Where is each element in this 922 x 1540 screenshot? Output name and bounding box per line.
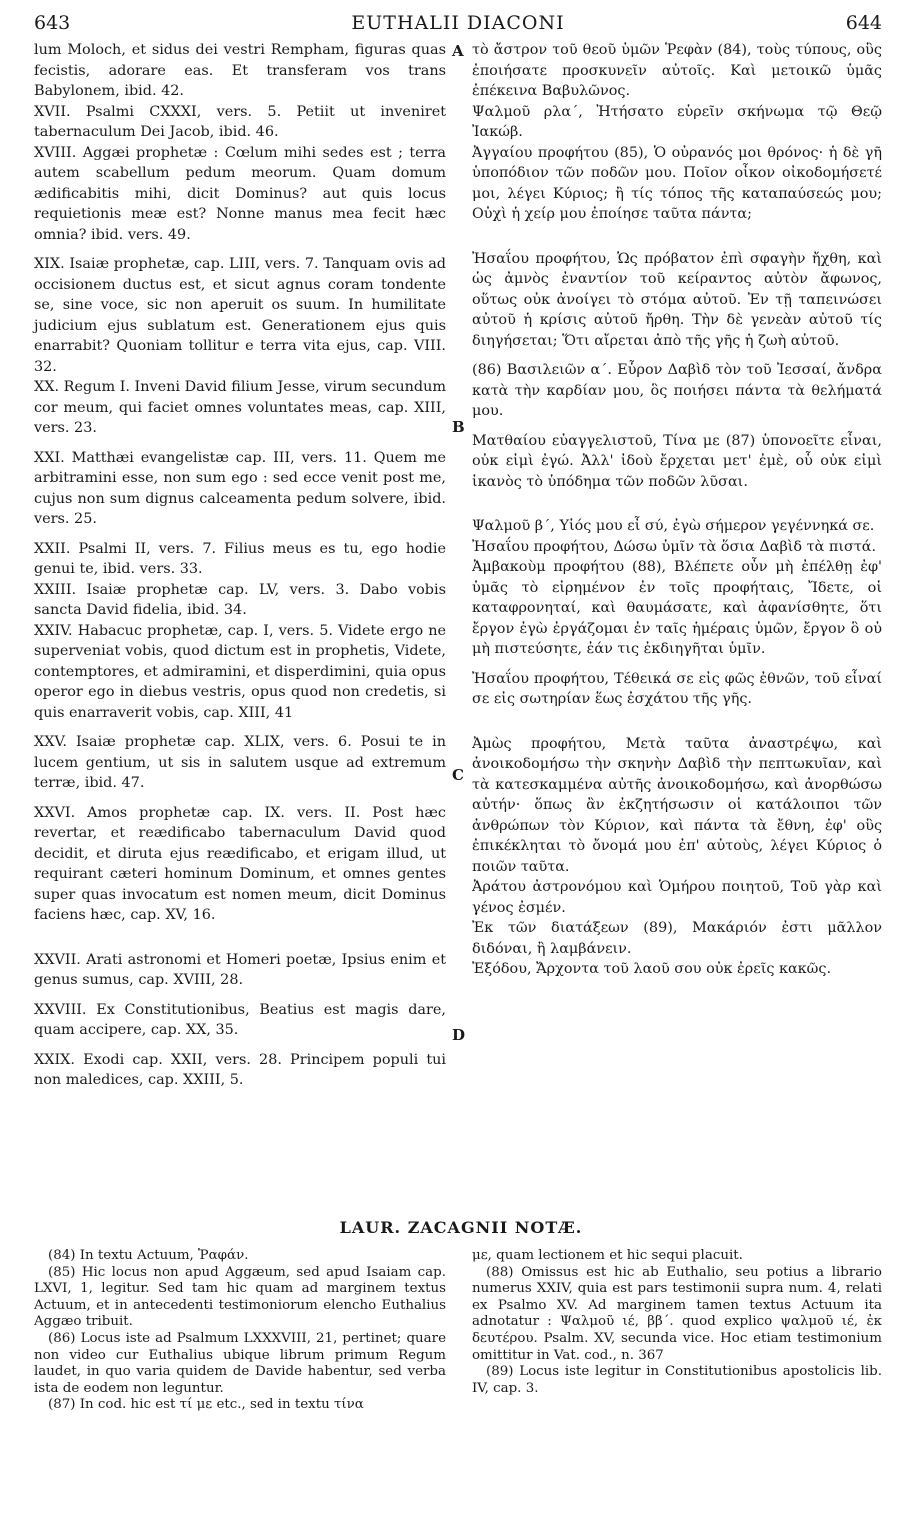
footnote: (85) Hic locus non apud Aggæum, sed apud Isaiam cap. LXVI, 1, legitur. Sed tam hic quam ad marginem textus Actuum, et in antecedenti testimoniorum elencho Euthalius Aggæo tribuit. xyxy=(34,1264,446,1330)
greek-para: Ἀμβακοὺμ προφήτου (88), Βλέπετε οὖν μὴ ἐπέλθῃ ἐφ' ὑμᾶς τὸ εἰρημένον ἐν τοῖς προφήταις, Ἴδετε, οἱ καταφρονηταί, καὶ θαυμάσατε, καὶ ἀφανίσθητε, ὅτι ἔργον ἐγὼ ἐργάζομαι ἐν ταῖς ἡμέραις ὑμῶν, ἔργον ὃ οὐ μὴ πιστεύσητε, ἐάν τις ἐκδιηγῆται ὑμῖν. xyxy=(472,559,882,657)
latin-para: XX. Regum I. Inveni David filium Jesse, virum secundum cor meum, qui faciet omnes voluntates meas, cap. XIII, vers. 23. xyxy=(34,379,446,436)
running-title: EUTHALII DIACONI xyxy=(351,12,565,34)
margin-mark-a: A xyxy=(452,42,464,60)
latin-para: XXVIII. Ex Constitutionibus, Beatius est magis dare, quam accipere, cap. XX, 35. xyxy=(34,1001,446,1038)
greek-para: Ἠσαΐου προφήτου, Δώσω ὑμῖν τὰ ὅσια Δαβὶδ τὰ πιστά. xyxy=(472,538,877,555)
latin-para: XXIX. Exodi cap. XXII, vers. 28. Principem populi tui non maledices, cap. XXIII, 5. xyxy=(34,1051,446,1088)
latin-para: XXIV. Habacuc prophetæ, cap. I, vers. 5. Videte ergo ne superveniat vobis, quod dictum est in prophetis, Videte, contemptores, et admiramini, et disperdimini, quia opus operor ego in diebus vestris, opus quod non credetis, si quis enarraverit vobis, cap. XIII, 41 xyxy=(34,622,446,721)
notes-right-column xyxy=(472,1248,882,1397)
footnote: με, quam lectionem et hic sequi placuit. xyxy=(472,1248,743,1263)
greek-para: Ἀγγαίου προφήτου (85), Ὁ οὐρανός μοι θρόνος· ἡ δὲ γῆ ὑποπόδιον τῶν ποδῶν μου. Ποῖον οἶκον οἰκοδομήσετέ μοι, λέγει Κύριος; ἢ τίς τόπος τῆς καταπαύσεώς μου; Οὐχὶ ἡ χείρ μου ἐποίησε ταῦτα πάντα; xyxy=(472,144,882,222)
footnote: (89) Locus iste legitur in Constitutionibus apostolicis lib. IV, cap. 3. xyxy=(472,1364,882,1396)
latin-para: XXII. Psalmi II, vers. 7. Filius meus es tu, ego hodie genui te, ibid. vers. 33. xyxy=(34,540,446,577)
greek-para: Ματθαίου εὐαγγελιστοῦ, Τίνα με (87) ὑπονοεῖτε εἶναι, οὐκ εἰμὶ ἐγώ. Ἀλλ' ἰδοὺ ἔρχεται μετ' ἐμὲ, οὗ οὐκ εἰμὶ ἱκανὸς τὸ ὑπόδημα τῶν ποδῶν λῦσαι. xyxy=(472,432,882,490)
greek-para: Ἠσαΐου προφήτου, Ὡς πρόβατον ἐπὶ σφαγὴν ἤχθη, καὶ ὡς ἀμνὸς ἐναντίον τοῦ κείραντος αὐτὸν ἄφωνος, οὕτως οὐκ ἀνοίγει τὸ στόμα αὐτοῦ. Ἐν τῇ ταπεινώσει αὐτοῦ ἡ κρίσις αὐτοῦ ἤρθη. Τὴν δὲ γενεὰν αὐτοῦ τίς διηγήσεται; Ὅτι αἴρεται ἀπὸ τῆς γῆς ἡ ζωὴ αὐτοῦ. xyxy=(472,250,882,349)
latin-para: XVIII. Aggæi prophetæ : Cœlum mihi sedes est ; terra autem scabellum pedum meorum. Quam domum ædificabitis mihi, dicit Dominus? aut quis locus requietionis meæ est? Nonne manus mea fecit hæc omnia? ibid. vers. 49. xyxy=(34,144,446,243)
footnote: (88) Omissus est hic ab Euthalio, seu potius a librario numerus XXIV, quia est pars testimonii supra num. 4, relati ex Psalmo XV. Ad marginem tamen textus Actuum ita adnotatur : Ψαλμοῦ ιέ, ββ΄. quod explico ψαλμοῦ ιέ, ἐκ δευτέρου. Psalm. XV, secunda vice. Hoc etiam testimonium omittitur in Vat. cod., n. 367 xyxy=(472,1264,882,1363)
margin-mark-b: B xyxy=(452,418,465,436)
latin-para: XXIII. Isaiæ prophetæ cap. LV, vers. 3. Dabo vobis sancta David fidelia, ibid. 34. xyxy=(34,581,446,618)
latin-para: XXV. Isaiæ prophetæ cap. XLIX, vers. 6. Posui te in lucem gentium, ut sis in salutem usque ad extremum terræ, ibid. 47. xyxy=(34,734,446,791)
running-header xyxy=(34,10,882,38)
greek-para: Ἐξόδου, Ἄρχοντα τοῦ λαοῦ σου οὐκ ἐρεῖς κακῶς. xyxy=(472,961,832,977)
greek-para: (86) Βασιλειῶν α΄. Εὗρον Δαβὶδ τὸν τοῦ Ἰεσσαί, ἄνδρα κατὰ τὴν καρδίαν μου, ὃς ποιήσει πάντα τὰ θελήματά μου. xyxy=(472,362,882,419)
latin-para: XVII. Psalmi CXXXI, vers. 5. Petiit ut inveniret tabernaculum Dei Jacob, ibid. 46. xyxy=(34,103,446,140)
page-number-left: 643 xyxy=(34,12,71,34)
footnote: (87) In cod. hic est τί με etc., sed in textu τίνα xyxy=(48,1397,364,1413)
greek-para: Ψαλμοῦ β΄, Υἱός μου εἶ σύ, ἐγὼ σήμερον γεγέννηκά σε. xyxy=(472,518,875,534)
latin-para: XIX. Isaiæ prophetæ, cap. LIII, vers. 7. Tanquam ovis ad occisionem ductus est, et sicut agnus coram tondente se, sine voce, sic non aperuit os suum. In humilitate judicium ejus sublatum est. Generationem ejus quis enarrabit? Quoniam tollitur e terra vita ejus, cap. VIII. 32. xyxy=(34,256,446,375)
greek-column xyxy=(472,40,882,980)
greek-para: τὸ ἄστρον τοῦ θεοῦ ὑμῶν Ῥεφὰν (84), τοὺς τύπους, οὓς ἐποιήσατε προσκυνεῖν αὐτοῖς. Καὶ μετοικῶ ὑμᾶς ἐπέκεινα Βαβυλῶνος. xyxy=(472,42,882,99)
latin-column xyxy=(34,40,446,1091)
greek-para: Ψαλμοῦ ρλα΄, Ἠτήσατο εὑρεῖν σκήνωμα τῷ Θεῷ Ἰακώβ. xyxy=(472,103,882,140)
latin-para: lum Moloch, et sidus dei vestri Rempham, figuras quas fecistis, adorare eas. Et transferam vos trans Babylonem, ibid. 42. xyxy=(34,42,446,99)
greek-para: Ἠσαΐου προφήτου, Τέθεικά σε εἰς φῶς ἐθνῶν, τοῦ εἶναί σε εἰς σωτηρίαν ἕως ἐσχάτου τῆς γῆς. xyxy=(472,670,882,707)
greek-para: Ἀράτου ἀστρονόμου καὶ Ὁμήρου ποιητοῦ, Τοῦ γὰρ καὶ γένος ἐσμέν. xyxy=(472,879,882,916)
latin-para: XXI. Matthæi evangelistæ cap. III, vers. 11. Quem me arbitramini esse, non sum ego : sed ecce venit post me, cujus non sum dignus calceamenta pedum solvere, ibid. vers. 25. xyxy=(34,449,446,527)
margin-mark-c: C xyxy=(452,766,464,784)
margin-mark-d: D xyxy=(452,1026,466,1044)
latin-para: XXVII. Arati astronomi et Homeri poetæ, Ipsius enim et genus sumus, cap. XVIII, 28. xyxy=(34,951,446,988)
latin-para: XXVI. Amos prophetæ cap. IX. vers. II. Post hæc revertar, et reædificabo tabernaculum David quod decidit, et diruta ejus reædificabo, et erigam illud, ut requirant cæteri hominum Dominum, et omnes gentes super quas invocatum est nomen meum, dicit Dominus faciens hæc, cap. XV, 16. xyxy=(34,804,446,923)
footnote: (84) In textu Actuum, Ῥαφάν. xyxy=(48,1248,249,1263)
notes-left-column xyxy=(34,1248,446,1414)
page-number-right: 644 xyxy=(845,12,882,34)
greek-para: Ἀμὼς προφήτου, Μετὰ ταῦτα ἀναστρέψω, καὶ ἀνοικοδομήσω τὴν σκηνὴν Δαβὶδ τὴν πεπτωκυῖαν, καὶ τὰ κατεσκαμμένα αὐτῆς ἀνοικοδομήσω, καὶ ἀνορθώσω αὐτήν· ὅπως ἂν ἐκζητήσωσιν οἱ κατάλοιποι τῶν ἀνθρώπων τὸν Κύριον, καὶ πάντα τὰ ἔθνη, ἐφ' οὓς ἐπικέκληται τὸ ὄνομά μου ἐπ' αὐτοὺς, λέγει Κύριος ὁ ποιῶν ταῦτα. xyxy=(472,735,882,875)
footnote: (86) Locus iste ad Psalmum LXXXVIII, 21, pertinet; quare non video cur Euthalius ubique librum primum Regum laudet, in quo varia quidem de Davide habentur, sed verba ista de eodem non leguntur. xyxy=(34,1330,446,1396)
greek-para: Ἐκ τῶν διατάξεων (89), Μακάριόν ἐστι μᾶλλον διδόναι, ἢ λαμβάνειν. xyxy=(472,920,882,957)
notes-heading: LAUR. ZACAGNII NOTÆ. xyxy=(339,1218,583,1237)
